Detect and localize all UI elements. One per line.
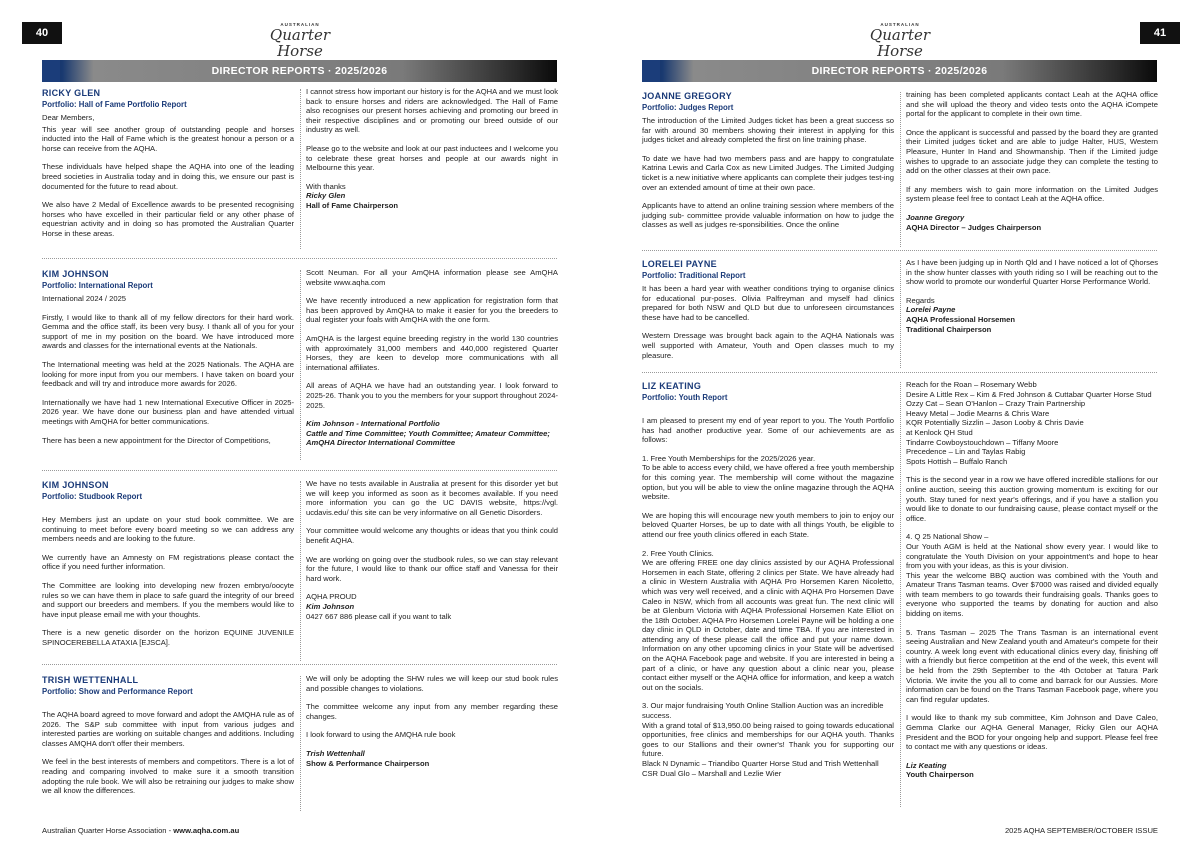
signature-name: Ricky Glen — [306, 191, 346, 201]
report-joanne-gregory: JOANNE GREGORY Portfolio: Judges Report The introduction of the Limited Judges ticket has been a great success so far with around 30 members showing their interest in applying for this judges ticket and already completed the first on line training phase. To date we have had two members pass and are happy to congratulate Katrina Lewis and Carla Cox as new Limited Judges. The Limited Judging ticket is a new initiative where applicants can complete their judges test-ing over an extended amount of time at their own pace. Applicants have to attend an online training session where members of the judging sub- committee provide valuable information on how to judge the classes as well as judges re-sponsibilities. Once the online training has been completed applicants contact Leah at the AQHA office and she will upload the theory and video tests onto the AQHA iCompete portal for the applicant to complete in their own time. Once the applicant is successful and passed by the board they are granted their Limited judges ticket and are able to judge Halter, HUS, Western Pleasure, Hunter In Hand and Showmanship. Then if the Limited judge wishes to upgrade to an associate judge they can complete the testing to add on the other classes at their own pace. If any members wish to gain more information on the Limited Judges system please feel free to contact Leah at the AQHA office. Joanne Gregory AQHA Director – Judges Chairperson — [642, 90, 1157, 250]
section-banner: DIRECTOR REPORTS · 2025/2026 — [642, 60, 1157, 82]
page-number: 40 — [22, 22, 62, 44]
footer-url[interactable]: www.aqha.com.au — [173, 826, 240, 835]
report-trish-wettenhall: TRISH WETTENHALL Portfolio: Show and Performance Report The AQHA board agreed to move forward and adopt the AMQHA rule as of 2026. The S&P sub committee with input from various judges and interested parties are working on suitable changes and additions. Including classes AMQHA don't offer their members. We feel in the best interests of members and competitors. There is a lot of reading and comparing involved to make sure it a smooth transition adopting the rule book. We will also be retraining our judges to make show we all know the differences. We will only be adopting the SHW rules we will keep our stud book rules and possible changes to violations. The committee welcome any input from any member regarding these changes. I look forward to using the AMQHA rule book Trish Wettenhall Show & Performance Chairperson — [42, 674, 557, 814]
section-banner: DIRECTOR REPORTS · 2025/2026 — [42, 60, 557, 82]
portfolio-title: Portfolio: Hall of Fame Portfolio Report — [42, 100, 187, 109]
aqha-logo: AUSTRALIAN Quarter Horse — [269, 22, 331, 60]
footer-left: Australian Quarter Horse Association - www.aqha.com.au — [42, 826, 240, 835]
signature-title: Hall of Fame Chairperson — [306, 200, 398, 210]
right-page — [600, 0, 1200, 849]
report-lorelei-payne: LORELEI PAYNE Portfolio: Traditional Report It has been a hard year with weather conditions trying to organise clinics for educational pur-poses. Olivia Palfreyman and myself had clinics prepared for both NSW and QLD but due to unforeseen circumstances these have had to be cancelled. Western Dressage was brought back again to the AQHA Nationals was well supported with Amateur, Youth and Open classes much to my pleasure. As I have been judging up in North Qld and I have noticed a lot of Qhorses in the show hunter classes with youth riding so I will be reaching out to the show world to promote our wonderful Quarter Horse Performance World. Regards Lorelei Payne AQHA Professional Horsemen Traditional Chairperson — [642, 258, 1157, 368]
footer-right: 2025 AQHA SEPTEMBER/OCTOBER ISSUE — [1004, 826, 1158, 835]
page-number: 41 — [1140, 22, 1180, 44]
report-kim-johnson-studbook: KIM JOHNSON Portfolio: Studbook Report Hey Members just an update on your stud book committee. We are continuing to meet before every board meeting so we can address any members needs and are looking to the future. We currently have an Amnesty on FM registrations please contact the office if you need further information. The Committee are looking into developing new frozen embryo/oocyte rules so we can have them in place to safe guard the integrity of our breed and support our breeders and members. If you the members would like to have input please email me with your thoughts. There is a new genetic disorder on the horizon EQUINE JUVENILE SPINOCEREBELLA ATAXIA [EJSCA]. We have no tests available in Australia at present for this disorder yet but we will keep you informed as soon as it becomes available. If you need more information you can go the UC DAVIS website, https://vgl. ucdavis.edu/ this site can be very informative on all Genetic Disorders. Your committee would welcome any thoughts or ideas that you think could benefit AQHA. We are working on going over the studbook rules, so we can stay relevant for the future, I would like to thank our office staff and Vanessa for their hard work. AQHA PROUD Kim Johnson 0427 667 886 please call if you want to talk — [42, 479, 557, 664]
director-name: RICKY GLEN — [42, 88, 101, 98]
report-liz-keating: LIZ KEATING Portfolio: Youth Report I am pleased to present my end of year report to you. The Youth Portfolio has had another productive year. Some of our achievements are as follows: 1. Free Youth Memberships for the 2025/2026 year. To be able to access every child, we have offered a free youth membership for this coming year. The membership will come without the magazine option, but you will be able to view the online magazine through the AQHA website. We are hoping this will encourage new youth members to join to enjoy our beloved Quarter Horses, be up to date with all things Youth, be eligible to attend our free youth clinics offered in each State. 2. Free Youth Clinics. We are offering FREE one day clinics assisted by our AQHA Professional Horsemen in each State, offering 2 clinics per State. We have already had a clinic in Western Australia with AQHA Pro Horsemen Karen Nicoletto, which was very well received, and a clinic with AQHA Pro Horsemen Dave Caleo in NSW, which from all accounts was great fun. The next clinic will be at Glenburn Victoria with AQHA Professional Horsemen Kate Elliot on the 18th October. AQHA Pro Horsemen Lorelei Payne will be holding a one day clinic in QLD in October, date and time TBA. If you are interested in attending any of these please call the office and put your name down. Information on any other upcoming clinics in your State will be advertised on the AQHA Facebook page and website. If you are interested in being a part of a clinic, or have any question about a clinic near you, please contact either myself or the AQHA office for information, and keep a watch out on the socials. 3. Our major fundraising Youth Online Stallion Auction was an incredible success. With a grand total of $13,950.00 being raised to going towards educational opportunities, free clinics and memberships for our AQHA youth. Thanks goes to our Stallions and their owner's! Thank you for supporting our future. Black N Dynamic – Triandibo Quarter Horse Stud and Trish Wettenhall CSR Dual Glo – Marshall and Lezlie Wier Reach for the Roan – Rosemary Webb Desire A Little Rex – Kim & Fred Johnson & Cuttabar Quarter Horse Stud Ozzy Cat – Sean O'Hanlon – Crazy Train Partnership Heavy Metal – Jodie Mearns & Chris Ware KQR Potentially Sizzlin – Jason Looby & Chris Davie at Kenlock QH Stud Tindarre Cowboystouchdown – Tiffany Moore Precedence – Lin and Taylas Rabig Spots Hottish – Buffalo Ranch This is the second year in a row we have offered incredible stallions for our online auction, seeing this auction growing momentum is exciting for our youth. Stay tuned for next year's offerings, and if you have a stallion you would like to donate to our fundraising cause, please contact myself or the office. 4. Q 25 National Show – Our Youth AGM is held at the National show every year. I would like to congratulate the Youth Division on your appointment's and hope to hear from you with your ideas, as this is your division. This year the welcome BBQ auction was combined with the Youth and Amateur Trans Tasman teams. Over $7000 was raised and divided equally with team members to go towards their fundraising goals. Thanks goes to everyone who supported the teams by donating for auction and also bidding on items. 5. Trans Tasman – 2025 The Trans Tasman is an international event seeing Australian and New Zealand youth and Amateur's compete for their country. A week long event with educational clinics every day, finishing off with a friendly but fierce competition at the end of the week, this event will be held from the 29th September to the 4th October at Tatura Park Victoria. We invite the you all to come and barrack for our Aussies. More information can be found on the Trans Tasman Facebook page, where you can find regular updates. I would like to thank my sub committee, Kim Johnson and Dave Caleo, Gemma Clarke our AQHA General Manager, Ricky Glen our AQHA President and the BOD for your ongoing help and support. Please feel free to contact me with any questions or ideas. Liz Keating Youth Chairperson — [642, 380, 1157, 810]
report-kim-johnson-international: KIM JOHNSON Portfolio: International Report International 2024 / 2025 Firstly, I would like to thank all of my fellow directors for their hard work. Gemma and the office staff, its been very busy. I thank all of you for your support of me in my position on the board. We have introduced more awards and classes for the international events at the Nationals. The International meeting was held at the 2025 Nationals. The AQHA are looking for more input from you our members. I have taken on board your feedback and will try and introduce more awards for 2026. Internationally we have had 1 new International Executive Officer in 2025-2026 year. We have done our business plan and have attended virtual meetings with AmQHA for better communications. There has been a new appointment for the Director of Competitions, Scott Neuman. For all your AmQHA information please see AmQHA website www.aqha.com We have recently introduced a new application for registration form that has been approved by AmQHA to make it easier for you the breeders to dual register your foals with AmQHA with the one form. AmQHA is the largest equine breeding registry in the world 130 countries with approximately 31,000 members and 440,000 registered Quarter Horses, they are keen to develop more communications with all international affiliates. All areas of AQHA we have had an outstanding year. I look forward to 2025-26. Thank you to you the members for your support throughout 2024-2025. Kim Johnson - International Portfolio Cattle and Time Committee; Youth Committee; Amateur Committee; AmQHA Director International Committee — [42, 268, 557, 463]
aqha-logo: AUSTRALIAN Quarter Horse — [869, 22, 931, 60]
report-ricky-glen: RICKY GLEN Portfolio: Hall of Fame Portfolio Report Dear Members, This year will see another group of outstanding people and horses inducted into the Hall of Fame which is the greatest honour a person or a horse can receive from the AQHA. These individuals have helped shape the AQHA into one of the leading breed societies in Australia today and in doing this, we ensure our past is documented for the future to read about. We also have 2 Medal of Excellence awards to be presented recognising horses who have excelled in their particular field or any other phase of equestrian activity and in doing so has promoted the Australian Quarter Horse in these areas. I cannot stress how important our history is for the AQHA and we must look back to ensure horses and riders are acknowledged. The Hall of Fame also recognises our present horses achieving and promoting our breed in their respective disciplines and or promoting our breed outside of our industry as well. Please go to the website and look at our past inductees and I welcome you to celebrate these great horses and people at our awards night in Melbourne this year. With thanks Ricky Glen Hall of Fame Chairperson — [42, 87, 557, 257]
